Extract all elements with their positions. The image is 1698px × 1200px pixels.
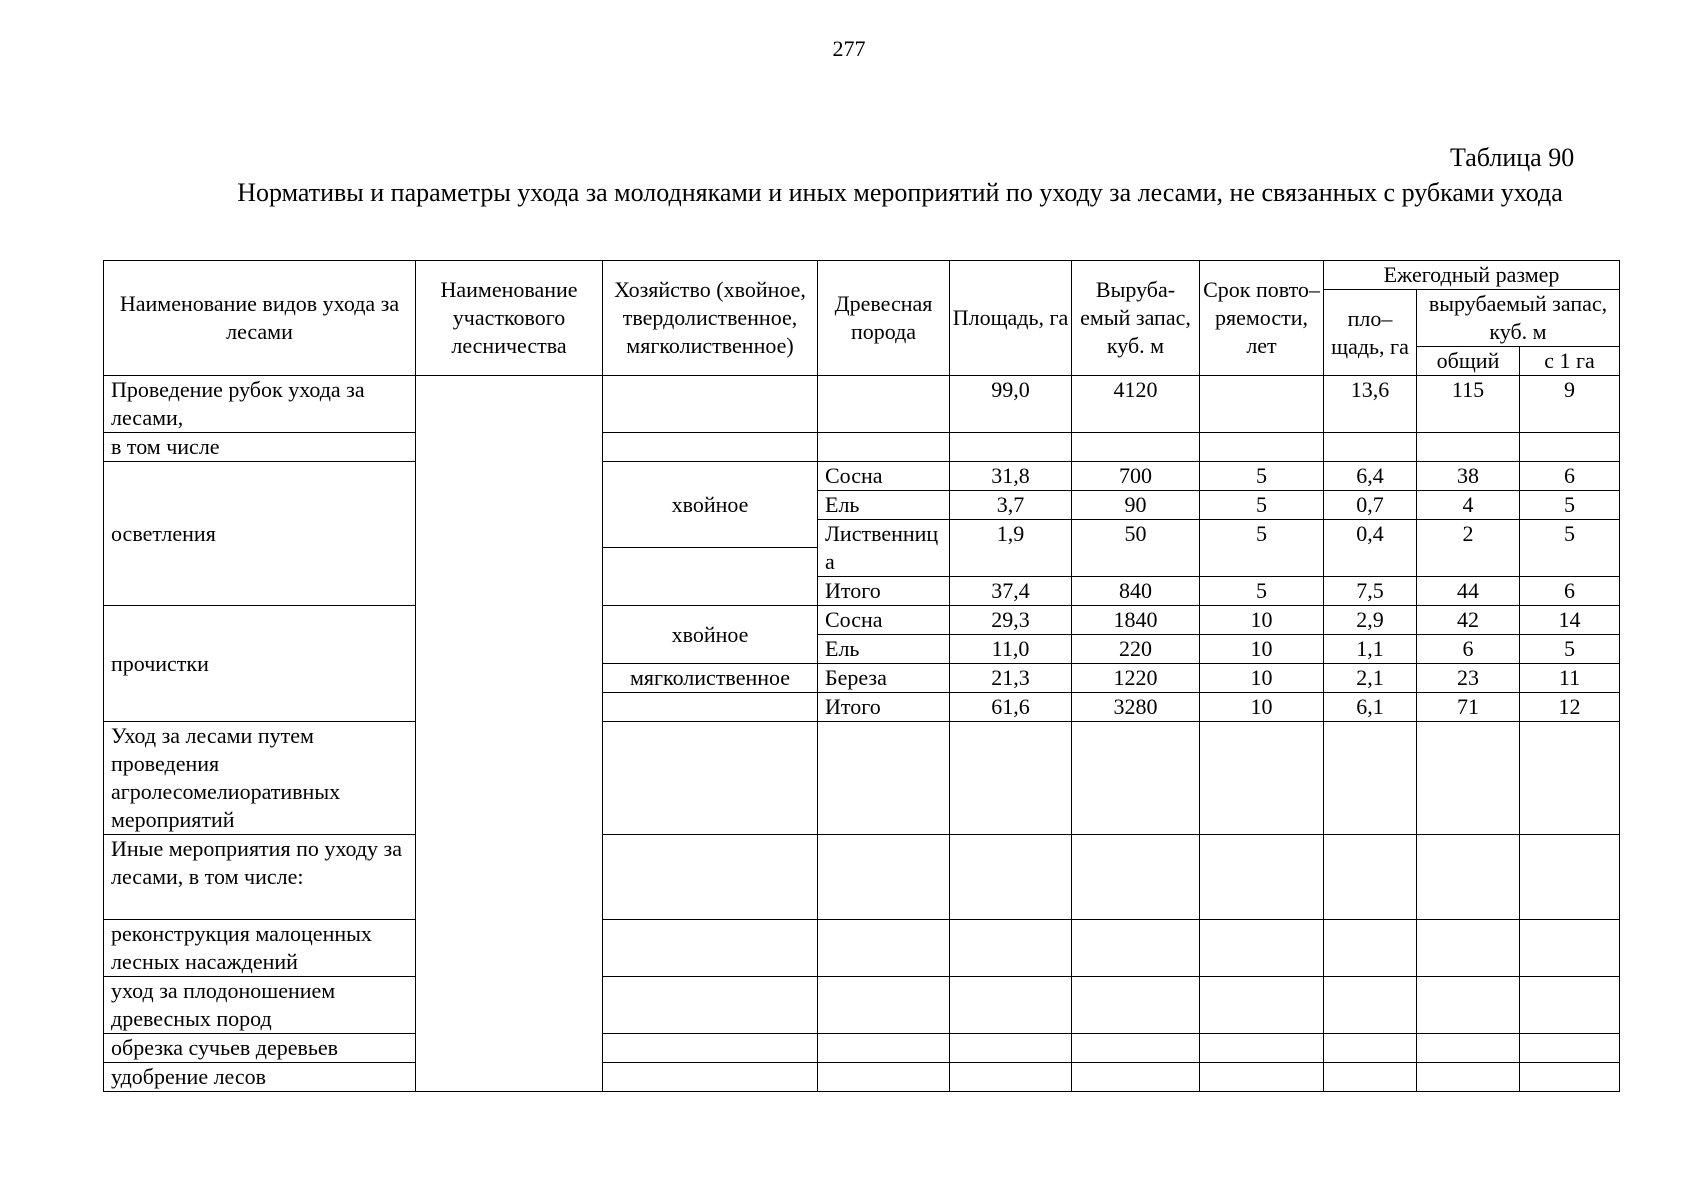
empty-cell <box>950 1063 1072 1092</box>
empty-cell <box>1417 722 1520 835</box>
annual-per-ha-cell: 5 <box>1520 491 1620 520</box>
annual-per-ha-cell: 5 <box>1520 635 1620 664</box>
annual-per-ha-cell: 11 <box>1520 664 1620 693</box>
annual-area-cell: 6,4 <box>1324 462 1417 491</box>
empty-cell <box>818 722 950 835</box>
empty-cell <box>1200 1063 1324 1092</box>
empty-cell <box>1200 977 1324 1034</box>
empty-cell <box>818 920 950 977</box>
annual-total-cell: 44 <box>1417 577 1520 606</box>
annual-per-ha-cell: 12 <box>1520 693 1620 722</box>
species-cell: Сосна <box>818 606 950 635</box>
header-annual: Ежегодный размер <box>1324 261 1620 290</box>
empty-cell <box>1200 835 1324 920</box>
row-kind-label: Иные мероприятия по уходу за лесами, в том числе: <box>104 835 416 920</box>
stock-cell: 4120 <box>1072 376 1200 433</box>
row-kind-label: прочистки <box>104 606 416 722</box>
empty-cell <box>950 1034 1072 1063</box>
area-cell: 99,0 <box>950 376 1072 433</box>
annual-area-cell: 0,7 <box>1324 491 1417 520</box>
empty-cell <box>1072 1034 1200 1063</box>
header-area: Площадь, га <box>950 261 1072 376</box>
empty-cell <box>603 1034 818 1063</box>
row-kind-label: осветления <box>104 462 416 606</box>
empty-cell <box>603 548 818 606</box>
empty-cell <box>950 920 1072 977</box>
empty-cell <box>950 835 1072 920</box>
empty-cell <box>1072 977 1200 1034</box>
farm-cell: мягколиственное <box>603 664 818 693</box>
empty-cell <box>1072 433 1200 462</box>
header-stock: Выруба-емый запас, куб. м <box>1072 261 1200 376</box>
empty-cell <box>1417 920 1520 977</box>
empty-cell <box>1520 1063 1620 1092</box>
period-cell: 10 <box>1200 693 1324 722</box>
annual-area-cell: 13,6 <box>1324 376 1417 433</box>
annual-total-cell: 23 <box>1417 664 1520 693</box>
farm-cell: хвойное <box>603 606 818 664</box>
stock-cell: 1840 <box>1072 606 1200 635</box>
table-label: Таблица 90 <box>1450 143 1575 172</box>
period-cell: 5 <box>1200 462 1324 491</box>
period-cell: 5 <box>1200 491 1324 520</box>
annual-area-cell: 0,4 <box>1324 520 1417 577</box>
empty-cell <box>818 376 950 433</box>
annual-per-ha-cell: 5 <box>1520 520 1620 577</box>
period-cell: 10 <box>1200 664 1324 693</box>
row-kind-label: реконструкция малоценных лесных насаждений <box>104 920 416 977</box>
empty-cell <box>1072 722 1200 835</box>
empty-cell <box>1200 920 1324 977</box>
empty-cell <box>603 693 818 722</box>
empty-cell <box>603 433 818 462</box>
empty-cell <box>1520 977 1620 1034</box>
row-kind-label: Проведение рубок ухода за лесами, <box>104 376 416 433</box>
empty-cell <box>1324 1034 1417 1063</box>
header-kind: Наименование видов ухода за лесами <box>104 261 416 376</box>
annual-per-ha-cell: 6 <box>1520 577 1620 606</box>
farm-cell: хвойное <box>603 462 818 548</box>
annual-total-cell: 71 <box>1417 693 1520 722</box>
empty-cell <box>1324 977 1417 1034</box>
empty-cell <box>950 433 1072 462</box>
empty-cell <box>950 722 1072 835</box>
empty-cell <box>603 722 818 835</box>
row-kind-label: Уход за лесами путем проведения агролесомелиоративных мероприятий <box>104 722 416 835</box>
empty-cell <box>1520 835 1620 920</box>
annual-per-ha-cell: 6 <box>1520 462 1620 491</box>
empty-cell <box>1072 835 1200 920</box>
species-cell: Лиственница <box>818 520 950 577</box>
row-kind-label: обрезка сучьев деревьев <box>104 1034 416 1063</box>
area-cell: 11,0 <box>950 635 1072 664</box>
empty-cell <box>1417 835 1520 920</box>
empty-cell <box>1520 433 1620 462</box>
stock-cell: 1220 <box>1072 664 1200 693</box>
annual-area-cell: 2,9 <box>1324 606 1417 635</box>
empty-cell <box>818 1034 950 1063</box>
area-cell: 31,8 <box>950 462 1072 491</box>
species-cell: Ель <box>818 491 950 520</box>
annual-total-cell: 38 <box>1417 462 1520 491</box>
annual-area-cell: 2,1 <box>1324 664 1417 693</box>
species-cell: Ель <box>818 635 950 664</box>
norms-table <box>103 260 1620 1092</box>
empty-cell <box>818 1063 950 1092</box>
stock-cell: 3280 <box>1072 693 1200 722</box>
empty-cell <box>1200 1034 1324 1063</box>
empty-cell <box>818 977 950 1034</box>
empty-cell <box>1324 1063 1417 1092</box>
header-annual-stock: вырубаемый запас, куб. м <box>1417 290 1620 347</box>
stock-cell: 840 <box>1072 577 1200 606</box>
empty-cell <box>1324 722 1417 835</box>
table-title: Нормативы и параметры ухода за молодняками и иных мероприятий по уходу за лесами, не связанных с рубками ухода <box>237 178 1563 207</box>
header-annual-area: пло–щадь, га <box>1324 290 1417 376</box>
area-cell: 61,6 <box>950 693 1072 722</box>
period-cell: 5 <box>1200 577 1324 606</box>
empty-cell <box>1417 977 1520 1034</box>
header-species: Древесная порода <box>818 261 950 376</box>
stock-cell: 700 <box>1072 462 1200 491</box>
stock-cell: 90 <box>1072 491 1200 520</box>
period-cell: 10 <box>1200 606 1324 635</box>
species-cell: Итого <box>818 693 950 722</box>
stock-cell: 220 <box>1072 635 1200 664</box>
period-cell: 5 <box>1200 520 1324 577</box>
annual-total-cell: 4 <box>1417 491 1520 520</box>
period-cell: 10 <box>1200 635 1324 664</box>
row-kind-label: удобрение лесов <box>104 1063 416 1092</box>
header-farm: Хозяйство (хвойное, твердолиственное, мягколиственное) <box>603 261 818 376</box>
species-cell: Итого <box>818 577 950 606</box>
empty-cell <box>1417 1034 1520 1063</box>
header-forestry: Наименование участкового лесничества <box>416 261 603 376</box>
empty-cell <box>1520 920 1620 977</box>
empty-cell <box>1072 1063 1200 1092</box>
species-cell: Береза <box>818 664 950 693</box>
row-kind-label: в том числе <box>104 433 416 462</box>
empty-cell <box>603 376 818 433</box>
annual-per-ha-cell: 14 <box>1520 606 1620 635</box>
stock-cell: 50 <box>1072 520 1200 577</box>
empty-cell <box>603 977 818 1034</box>
annual-per-ha-cell: 9 <box>1520 376 1620 433</box>
empty-cell <box>1417 433 1520 462</box>
forestry-cell <box>416 376 603 1092</box>
empty-cell <box>950 977 1072 1034</box>
empty-cell <box>1324 835 1417 920</box>
empty-cell <box>1520 722 1620 835</box>
area-cell: 37,4 <box>950 577 1072 606</box>
area-cell: 3,7 <box>950 491 1072 520</box>
area-cell: 21,3 <box>950 664 1072 693</box>
empty-cell <box>1200 433 1324 462</box>
header-period: Срок повто–ряемости, лет <box>1200 261 1324 376</box>
empty-cell <box>1072 920 1200 977</box>
annual-area-cell: 7,5 <box>1324 577 1417 606</box>
empty-cell <box>603 835 818 920</box>
header-per-ha: с 1 га <box>1520 347 1620 376</box>
area-cell: 29,3 <box>950 606 1072 635</box>
annual-total-cell: 115 <box>1417 376 1520 433</box>
empty-cell <box>1520 1034 1620 1063</box>
empty-cell <box>1324 433 1417 462</box>
annual-total-cell: 6 <box>1417 635 1520 664</box>
annual-area-cell: 6,1 <box>1324 693 1417 722</box>
empty-cell <box>1324 920 1417 977</box>
header-total: общий <box>1417 347 1520 376</box>
empty-cell <box>1417 1063 1520 1092</box>
area-cell: 1,9 <box>950 520 1072 577</box>
empty-cell <box>603 1063 818 1092</box>
annual-total-cell: 42 <box>1417 606 1520 635</box>
empty-cell <box>1200 376 1324 433</box>
annual-area-cell: 1,1 <box>1324 635 1417 664</box>
page-number: 277 <box>832 36 866 61</box>
species-cell: Сосна <box>818 462 950 491</box>
empty-cell <box>818 433 950 462</box>
empty-cell <box>818 835 950 920</box>
row-kind-label: уход за плодоношением древесных пород <box>104 977 416 1034</box>
empty-cell <box>603 920 818 977</box>
empty-cell <box>1200 722 1324 835</box>
annual-total-cell: 2 <box>1417 520 1520 577</box>
